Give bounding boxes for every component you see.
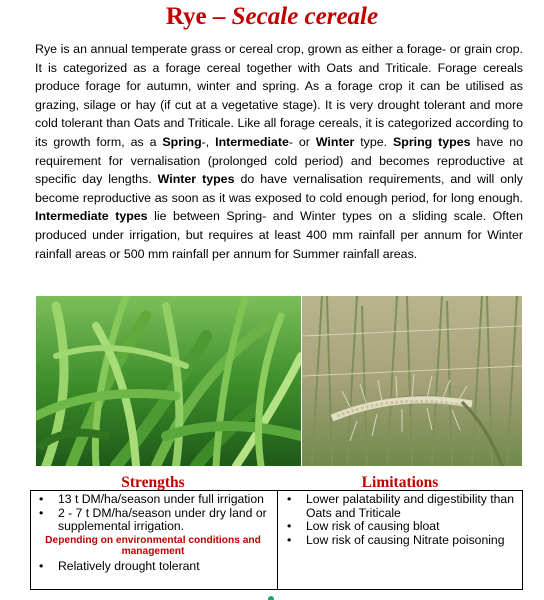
- bold-spring-types: Spring types: [393, 134, 471, 149]
- strengths-heading: Strengths: [121, 474, 185, 491]
- bullet: •: [287, 492, 292, 506]
- title-scientific-name: Secale cereale: [231, 3, 379, 30]
- limitation-text: Low risk of causing Nitrate poisoning: [306, 532, 505, 547]
- bold-intermediate: Intermediate: [215, 134, 289, 149]
- strengths-limitations-table: [30, 490, 523, 590]
- page-title: [0, 2, 544, 32]
- text-run: - or: [288, 134, 316, 149]
- strength-item: [35, 493, 271, 507]
- text-run: have no requirement for vernalisation (prolonged cold period) and becomes reproductive at specific day lengths.: [35, 134, 524, 187]
- limitation-text: Low risk of causing bloat: [306, 519, 440, 533]
- text-run: -,: [201, 134, 216, 149]
- bold-spring: Spring: [162, 134, 202, 149]
- strength-text: Relatively drought tolerant: [58, 558, 200, 573]
- bullet: •: [39, 492, 44, 506]
- text-run: type.: [354, 134, 393, 149]
- strength-item: [35, 560, 271, 574]
- footer-logo-mark: [268, 596, 274, 600]
- limitations-column: [283, 493, 519, 547]
- strengths-column: [35, 493, 271, 573]
- limitations-heading: Limitations: [361, 474, 439, 491]
- text-run: lie between Spring- and Winter types on a sliding scale. Often produced under irrigation, but requires at least 400 mm rainfall per annum for Winter rainfall areas or 500 mm rainfall per annum for Summer rainfall areas.: [35, 209, 523, 261]
- limitation-item: [283, 534, 519, 548]
- text-run: Rye is an annual temperate grass or cereal crop, grown as either a forage- or grain crop. It is categorized as a forage cereal together with Oats and Triticale. Forage cereals produce forage for autumn, winter and spring. As a forage crop it can be utilised as grazing, silage or hay (if cut at a vegetative stage). It is very drought tolerant and more cold tolerant than Oats and Triticale. Like all forage cereals, it is categorized according to its growth form, as a: [35, 42, 523, 149]
- description-paragraph: [35, 40, 523, 263]
- column-divider: [277, 491, 278, 589]
- limitation-item: [283, 493, 519, 520]
- title-common-name: Rye: [165, 3, 207, 30]
- rye-ear-photo: [302, 296, 522, 466]
- bullet: •: [39, 505, 44, 520]
- strengths-note: Depending on environmental conditions and management: [45, 534, 261, 557]
- text-run: do have vernalisation requirements, and will only become reproductive as soon as it was exposed to cold enough period, for long enough.: [35, 172, 523, 205]
- title-dash: –: [206, 3, 232, 30]
- bullet: •: [39, 558, 44, 573]
- bold-winter: Winter: [315, 134, 355, 149]
- bullet: •: [287, 532, 292, 547]
- bold-winter-types: Winter types: [157, 172, 235, 187]
- limitation-text: Lower palatability and digestibility than Oats and Triticale: [306, 492, 514, 520]
- rye-leaves-photo: [36, 296, 301, 466]
- strength-item: [35, 507, 271, 534]
- bold-intermediate-types: Intermediate types: [35, 209, 148, 224]
- bullet: •: [287, 519, 292, 533]
- strength-text: 13 t DM/ha/season under full irrigation: [58, 492, 264, 506]
- limitation-item: [283, 520, 519, 534]
- strength-text: 2 - 7 t DM/ha/season under dry land or supplemental irrigation.: [58, 505, 267, 533]
